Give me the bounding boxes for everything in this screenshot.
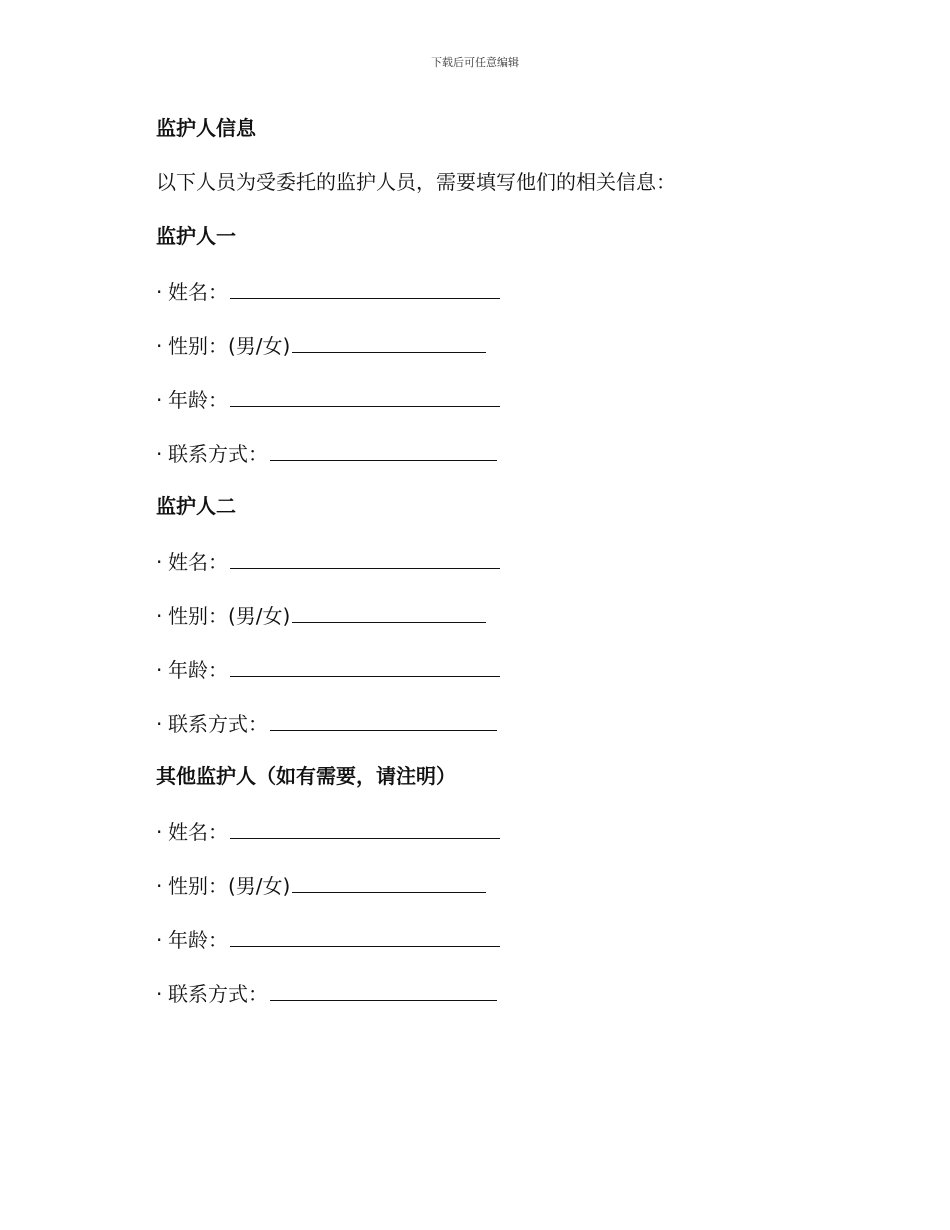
gender-blank[interactable] — [292, 866, 486, 893]
bullet: · — [156, 658, 163, 682]
gender-field — [156, 866, 796, 920]
age-blank[interactable] — [230, 920, 500, 947]
bullet: · — [156, 604, 163, 628]
guardian-section-2 — [156, 488, 796, 758]
name-field — [156, 272, 796, 326]
bullet: · — [156, 874, 163, 898]
gender-blank[interactable] — [292, 326, 486, 353]
gender-field — [156, 326, 796, 380]
age-field — [156, 920, 796, 974]
name-blank[interactable] — [230, 812, 500, 839]
field-label: 联系方式： — [168, 712, 268, 736]
bullet: · — [156, 550, 163, 574]
field-label: 年龄： — [168, 928, 228, 952]
bullet: · — [156, 280, 163, 304]
name-field — [156, 812, 796, 866]
page-title: 监护人信息 — [156, 116, 256, 140]
field-label: 年龄： — [168, 658, 228, 682]
bullet: · — [156, 442, 163, 466]
contact-field — [156, 434, 796, 488]
bullet: · — [156, 334, 163, 358]
intro-text: 以下人员为受委托的监护人员，需要填写他们的相关信息： — [156, 170, 676, 194]
guardian-section-other — [156, 758, 796, 1028]
contact-field — [156, 974, 796, 1028]
gender-field — [156, 596, 796, 650]
field-label: 性别：(男/女) — [168, 874, 291, 898]
field-label: 姓名： — [168, 820, 228, 844]
gender-blank[interactable] — [292, 596, 486, 623]
section-heading: 其他监护人（如有需要，请注明） — [156, 764, 456, 788]
field-label: 联系方式： — [168, 982, 268, 1006]
contact-blank[interactable] — [270, 974, 497, 1001]
field-label: 联系方式： — [168, 442, 268, 466]
bullet: · — [156, 712, 163, 736]
bullet: · — [156, 388, 163, 412]
age-field — [156, 380, 796, 434]
name-blank[interactable] — [230, 542, 500, 569]
age-blank[interactable] — [230, 380, 500, 407]
name-blank[interactable] — [230, 272, 500, 299]
header-note: 下载后可任意编辑 — [431, 56, 519, 69]
document-body — [156, 110, 796, 1028]
field-label: 姓名： — [168, 550, 228, 574]
contact-field — [156, 704, 796, 758]
bullet: · — [156, 928, 163, 952]
bullet: · — [156, 982, 163, 1006]
section-heading: 监护人二 — [156, 494, 236, 518]
contact-blank[interactable] — [270, 434, 497, 461]
section-heading: 监护人一 — [156, 224, 236, 248]
age-blank[interactable] — [230, 650, 500, 677]
bullet: · — [156, 820, 163, 844]
age-field — [156, 650, 796, 704]
field-label: 性别：(男/女) — [168, 334, 291, 358]
field-label: 性别：(男/女) — [168, 604, 291, 628]
field-label: 年龄： — [168, 388, 228, 412]
name-field — [156, 542, 796, 596]
field-label: 姓名： — [168, 280, 228, 304]
guardian-section-1 — [156, 218, 796, 488]
contact-blank[interactable] — [270, 704, 497, 731]
